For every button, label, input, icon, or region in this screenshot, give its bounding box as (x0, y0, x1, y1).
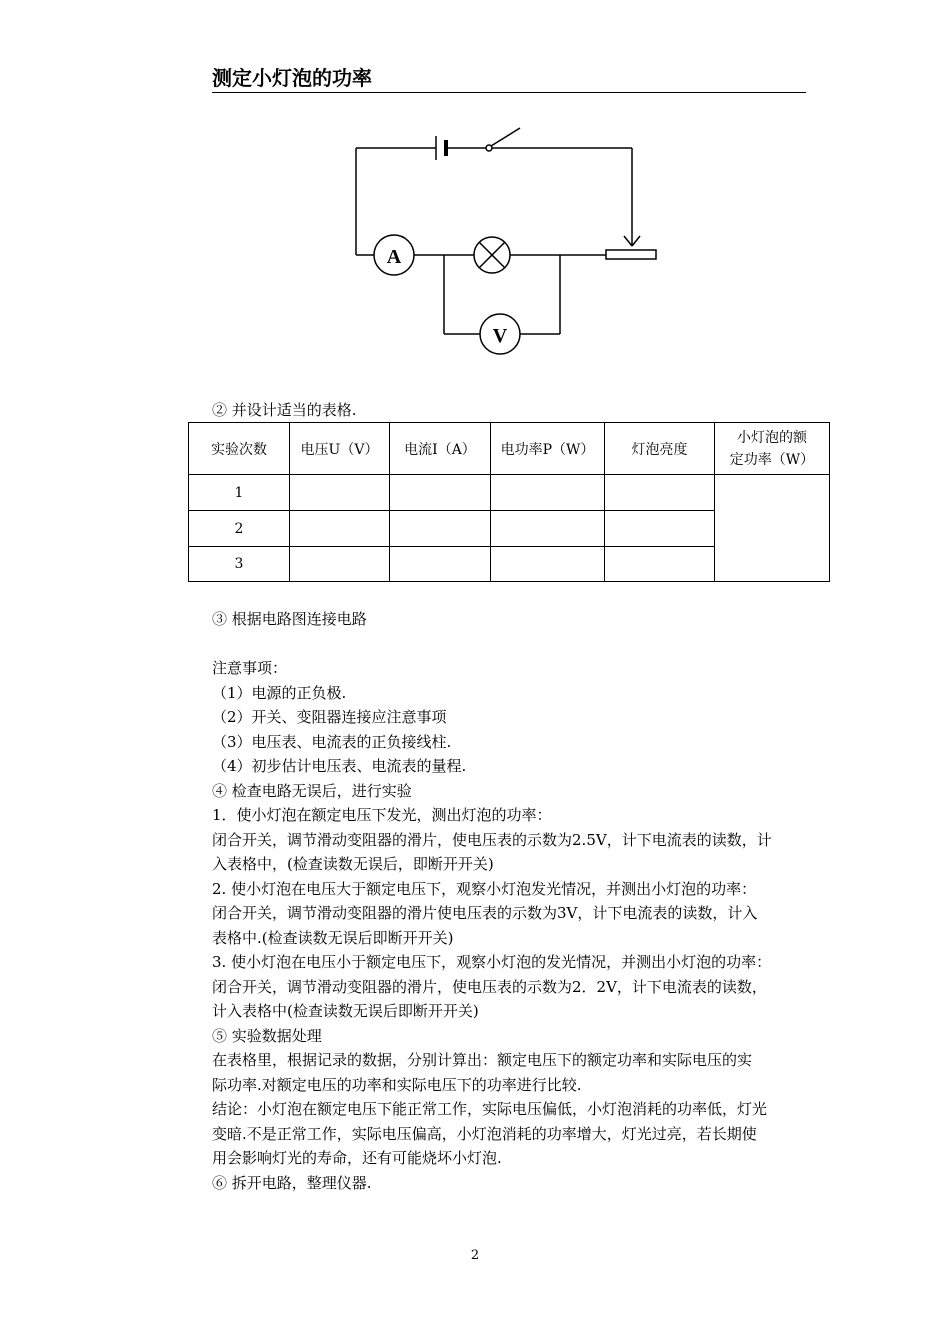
table-cell (390, 547, 491, 582)
page-title: 测定小灯泡的功率 (212, 64, 806, 93)
rheostat (606, 250, 656, 259)
step4-line: 计入表格中(检查读数无误后即断开开关) (212, 1002, 479, 1020)
step4-line: 1．使小灯泡在额定电压下发光，测出灯泡的功率： (212, 806, 552, 824)
step5-line: 变暗.不是正常工作，实际电压偏高，小灯泡消耗的功率增大，灯光过亮，若长期使 (212, 1124, 757, 1143)
ammeter-label: A (386, 246, 402, 268)
page-number: 2 (470, 1248, 480, 1263)
step3-text: ③ 根据电路图连接电路 (212, 610, 367, 628)
step4-line: 2. 使小灯泡在电压大于额定电压下，观察小灯泡发光情况，并测出小灯泡的功率： (212, 879, 757, 898)
table-cell (290, 547, 390, 582)
table-cell (390, 511, 491, 547)
step5-line: 结论：小灯泡在额定电压下能正常工作，实际电压偏低，小灯泡消耗的功率低，灯光 (212, 1100, 768, 1118)
row-number: 3 (189, 547, 290, 582)
step4-line: 闭合开关，调节滑动变阻器的滑片，使电压表的示数为2.5V，计下电流表的读数，计 (212, 830, 772, 849)
table-cell (491, 475, 605, 511)
step4-line: 表格中.(检查读数无误后即断开开关) (212, 928, 454, 947)
table-cell (290, 475, 390, 511)
header-voltage: 电压U（V） (290, 423, 390, 475)
table-cell (491, 547, 605, 582)
slider-arrow-right (632, 236, 640, 246)
header-brightness: 灯泡亮度 (605, 423, 715, 475)
circuit-diagram (340, 118, 670, 368)
header-trial: 实验次数 (189, 423, 290, 475)
step5-line: 在表格里，根据记录的数据，分别计算出：额定电压下的额定功率和实际电压的实 (212, 1051, 753, 1069)
header-rated-power-line1: 小灯泡的额 (737, 429, 807, 446)
notes-heading: 注意事项： (212, 659, 288, 677)
step4-line: 闭合开关，调节滑动变阻器的滑片，使电压表的示数为2．2V，计下电流表的读数， (212, 977, 767, 996)
table-row (189, 475, 830, 511)
row-number: 1 (189, 475, 290, 511)
header-rated-power (715, 423, 830, 475)
note-item: （3）电压表、电流表的正负接线柱. (212, 732, 452, 751)
data-table (188, 422, 830, 582)
header-rated-power-line2: 定功率（W） (729, 451, 815, 468)
voltmeter-label: V (492, 325, 508, 347)
step5-line: 用会影响灯光的寿命，还有可能烧坏小灯泡. (212, 1149, 502, 1167)
switch-blade (491, 128, 520, 146)
table-cell (605, 547, 715, 582)
note-item: （1）电源的正负极. (212, 683, 347, 702)
table-cell (290, 511, 390, 547)
slider-arrow-left (624, 236, 632, 246)
step4-heading: ④ 检查电路无误后，进行实验 (212, 781, 412, 800)
step2-text: ② 并设计适当的表格. (212, 401, 357, 419)
rated-power-cell (715, 475, 830, 582)
row-number: 2 (189, 511, 290, 547)
table-cell (605, 475, 715, 511)
table-header-row (189, 423, 830, 475)
note-item: （2）开关、变阻器连接应注意事项 (212, 708, 447, 726)
step4-line: 闭合开关，调节滑动变阻器的滑片使电压表的示数为3V，计下电流表的读数，计入 (212, 904, 758, 922)
note-item: （4）初步估计电压表、电流表的量程. (212, 757, 467, 775)
step4-line: 3. 使小灯泡在电压小于额定电压下，观察小灯泡的发光情况，并测出小灯泡的功率： (212, 953, 772, 971)
step5-heading: ⑤ 实验数据处理 (212, 1026, 322, 1045)
notes-section (212, 656, 812, 1195)
header-current: 电流I（A） (390, 423, 491, 475)
header-power: 电功率P（W） (491, 423, 605, 475)
step4-line: 入表格中，(检查读数无误后，即断开开关) (212, 855, 494, 873)
table-cell (491, 511, 605, 547)
table-cell (390, 475, 491, 511)
step5-line: 际功率.对额定电压的功率和实际电压下的功率进行比较. (212, 1075, 582, 1094)
step6-text: ⑥ 拆开电路，整理仪器. (212, 1173, 372, 1192)
table-cell (605, 511, 715, 547)
